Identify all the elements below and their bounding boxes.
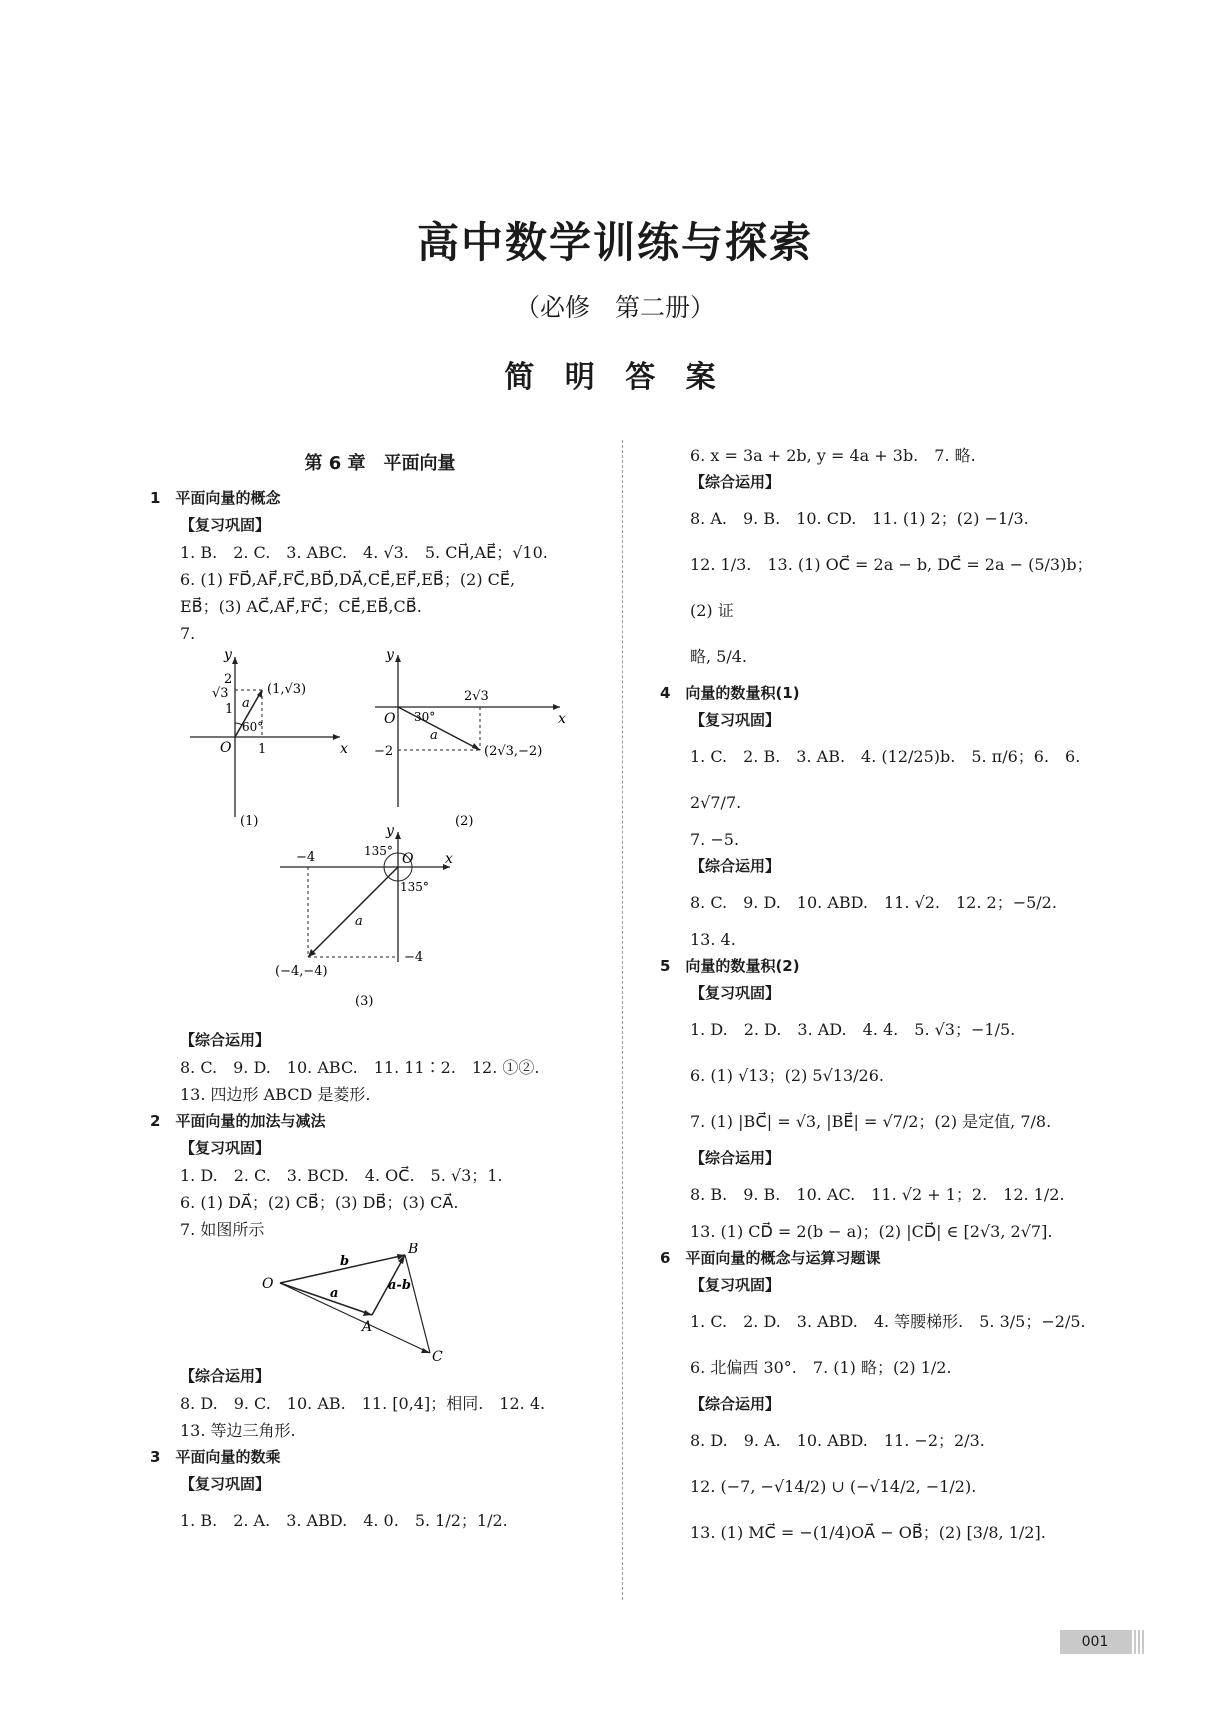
synthesis-tag: 【综合运用】 (690, 857, 781, 875)
answer-line: 7. 如图所示 (180, 1220, 265, 1239)
triangle-label-C: C (432, 1349, 443, 1363)
chapter-title: 第 6 章 平面向量 (304, 453, 456, 474)
figure-triangle (250, 1243, 470, 1363)
fig3-caption: (3) (355, 994, 374, 1009)
answer-line: 1. D. 2. D. 3. AD. 4. 4. 5. √3；−1/5. (690, 1020, 1016, 1039)
answer-line: 7. (180, 624, 196, 643)
page-number-tab (1060, 1630, 1145, 1654)
answer-line: 8. D. 9. A. 10. ABD. 11. −2；2/3. (690, 1431, 985, 1450)
fig3-origin: O (402, 851, 414, 867)
synthesis-tag: 【综合运用】 (180, 1031, 271, 1049)
fig1-y-label: y (224, 647, 232, 663)
answer-line: 12. 1/3. 13. (1) OC⃗ = 2a − b, DC⃗ = 2a − (5/3)b；(2) 证 (690, 555, 1093, 620)
answer-line: 8. D. 9. C. 10. AB. 11. [0,4]；相同. 12. 4. (180, 1394, 546, 1413)
answer-line: 13. (1) MC⃗ = −(1/4)OA⃗ − OB⃗；(2) [3/8, 1/2]. (690, 1523, 1046, 1542)
fig3-point: (−4,−4) (275, 964, 328, 979)
triangle-label-O: O (262, 1276, 274, 1292)
fig3-y-label: y (386, 827, 394, 839)
fig2-tick-minus2: −2 (374, 744, 394, 759)
review-tag: 【复习巩固】 (690, 1276, 781, 1294)
section-6-title: 6 平面向量的概念与运算习题课 (660, 1249, 881, 1267)
answer-line: 6. x = 3a + 2b, y = 4a + 3b. 7. 略. (690, 446, 976, 465)
answer-line: 12. (−7, −√14/2) ∪ (−√14/2, −1/2). (690, 1477, 977, 1496)
synthesis-tag: 【综合运用】 (180, 1367, 271, 1385)
fig2-tick-2sqrt3: 2√3 (464, 689, 489, 704)
answer-line: 6. 北偏西 30°. 7. (1) 略；(2) 1/2. (690, 1358, 952, 1377)
answer-line: 8. A. 9. B. 10. CD. 11. (1) 2；(2) −1/3. (690, 509, 1029, 528)
column-divider (622, 440, 623, 1600)
review-tag: 【复习巩固】 (690, 711, 781, 729)
fig3-angle2: 135° (400, 880, 429, 894)
fig2-point: (2√3,−2) (484, 744, 543, 759)
section-5-title: 5 向量的数量积(2) (660, 957, 800, 975)
figure-3 (240, 827, 540, 1027)
answer-line: 1. D. 2. C. 3. BCD. 4. OC⃗. 5. √3；1. (180, 1166, 503, 1185)
answer-line: 6. (1) DA⃗；(2) CB⃗；(3) DB⃗；(3) CA⃗. (180, 1193, 459, 1212)
right-column (660, 442, 1100, 1556)
review-tag: 【复习巩固】 (180, 1475, 271, 1493)
fig2-angle: 30° (414, 710, 436, 724)
figure-1 (180, 647, 350, 827)
fig1-tick-sqrt3: √3 (212, 686, 229, 701)
fig1-x-label: x (340, 741, 348, 757)
answer-line: 7. −5. (690, 830, 740, 849)
page-tab-stripes (1130, 1630, 1145, 1654)
answer-line: 13. 四边形 ABCD 是菱形. (180, 1085, 371, 1104)
synthesis-tag: 【综合运用】 (690, 1149, 781, 1167)
fig1-tick-2: 2 (224, 672, 233, 687)
fig2-y-label: y (386, 647, 394, 663)
fig1-origin: O (220, 740, 232, 756)
synthesis-tag: 【综合运用】 (690, 473, 781, 491)
answer-line: 8. B. 9. B. 10. AC. 11. √2 + 1；2. 12. 1/2. (690, 1185, 1065, 1204)
fig1-caption: (1) (240, 814, 259, 827)
fig3-x-label: x (445, 851, 453, 867)
page-number: 001 (1060, 1630, 1130, 1654)
fig1-point: (1,√3) (267, 682, 307, 697)
fig3-angle1: 135° (364, 844, 393, 858)
fig2-vector-a: a (430, 728, 438, 743)
answer-line: 1. C. 2. D. 3. ABD. 4. 等腰梯形. 5. 3/5；−2/5. (690, 1312, 1086, 1331)
triangle-vector-a: a (330, 1286, 339, 1301)
answer-line: 1. B. 2. C. 3. ABC. 4. √3. 5. CH⃗,AE⃗；√10. (180, 543, 548, 562)
section-4-title: 4 向量的数量积(1) (660, 684, 800, 702)
left-column (150, 450, 610, 1544)
figure-2 (370, 647, 570, 827)
answer-line: 8. C. 9. D. 10. ABC. 11. 11∶2. 12. ①②. (180, 1058, 540, 1077)
answer-line: EB⃗；(3) AC⃗,AF⃗,FC⃗；CE⃗,EB⃗,CB⃗. (180, 597, 422, 616)
triangle-label-B: B (408, 1243, 419, 1257)
triangle-vector-b: b (340, 1254, 350, 1269)
answer-line: 13. 等边三角形. (180, 1421, 296, 1440)
answer-line: 13. 4. (690, 930, 736, 949)
fig2-caption: (2) (455, 814, 474, 827)
triangle-vector-a-minus-b: a-b (388, 1278, 411, 1293)
fig3-vector-a: a (355, 914, 363, 929)
triangle-label-A: A (362, 1319, 373, 1335)
fig2-origin: O (384, 711, 396, 727)
answer-line: 1. B. 2. A. 3. ABD. 4. 0. 5. 1/2；1/2. (180, 1511, 508, 1530)
fig3-tick-minus4x: −4 (296, 850, 316, 865)
section-3-title: 3 平面向量的数乘 (150, 1448, 281, 1466)
answer-line: 略, 5/4. (690, 647, 748, 666)
answer-line: 6. (1) √13；(2) 5√13/26. (690, 1066, 884, 1085)
section-1-title: 1 平面向量的概念 (150, 489, 281, 507)
fig1-tick-1x: 1 (258, 742, 267, 757)
review-tag: 【复习巩固】 (690, 984, 781, 1002)
fig1-angle: 60° (242, 720, 264, 734)
synthesis-tag: 【综合运用】 (690, 1395, 781, 1413)
answer-line: 13. (1) CD⃗ = 2(b − a)；(2) |CD⃗| ∈ [2√3, 2√7]. (690, 1222, 1053, 1241)
fig2-x-label: x (558, 711, 566, 727)
fig1-tick-1y: 1 (225, 702, 234, 717)
answer-line: 6. (1) FD⃗,AF⃗,FC⃗,BD⃗,DA⃗,CE⃗,EF⃗,EB⃗；(2) CE⃗, (180, 570, 516, 589)
fig3-tick-minus4y: −4 (404, 950, 424, 965)
answer-line: 7. (1) |BC⃗| = √3, |BE⃗| = √7/2；(2) 是定值, 7/8. (690, 1112, 1052, 1131)
book-title: 高中数学训练与探索 (416, 218, 813, 267)
fig1-vector-a: a (242, 696, 250, 711)
answer-line: 1. C. 2. B. 3. AB. 4. (12/25)b. 5. π/6；6. 6. 2√7/7. (690, 747, 1081, 812)
review-tag: 【复习巩固】 (180, 516, 271, 534)
section-2-title: 2 平面向量的加法与减法 (150, 1112, 326, 1130)
answer-line: 8. C. 9. D. 10. ABD. 11. √2. 12. 2；−5/2. (690, 893, 1057, 912)
answers-heading: 简 明 答 案 (504, 360, 726, 395)
review-tag: 【复习巩固】 (180, 1139, 271, 1157)
book-subtitle: （必修 第二册） (514, 293, 715, 322)
figure-row-1-2 (150, 647, 610, 827)
